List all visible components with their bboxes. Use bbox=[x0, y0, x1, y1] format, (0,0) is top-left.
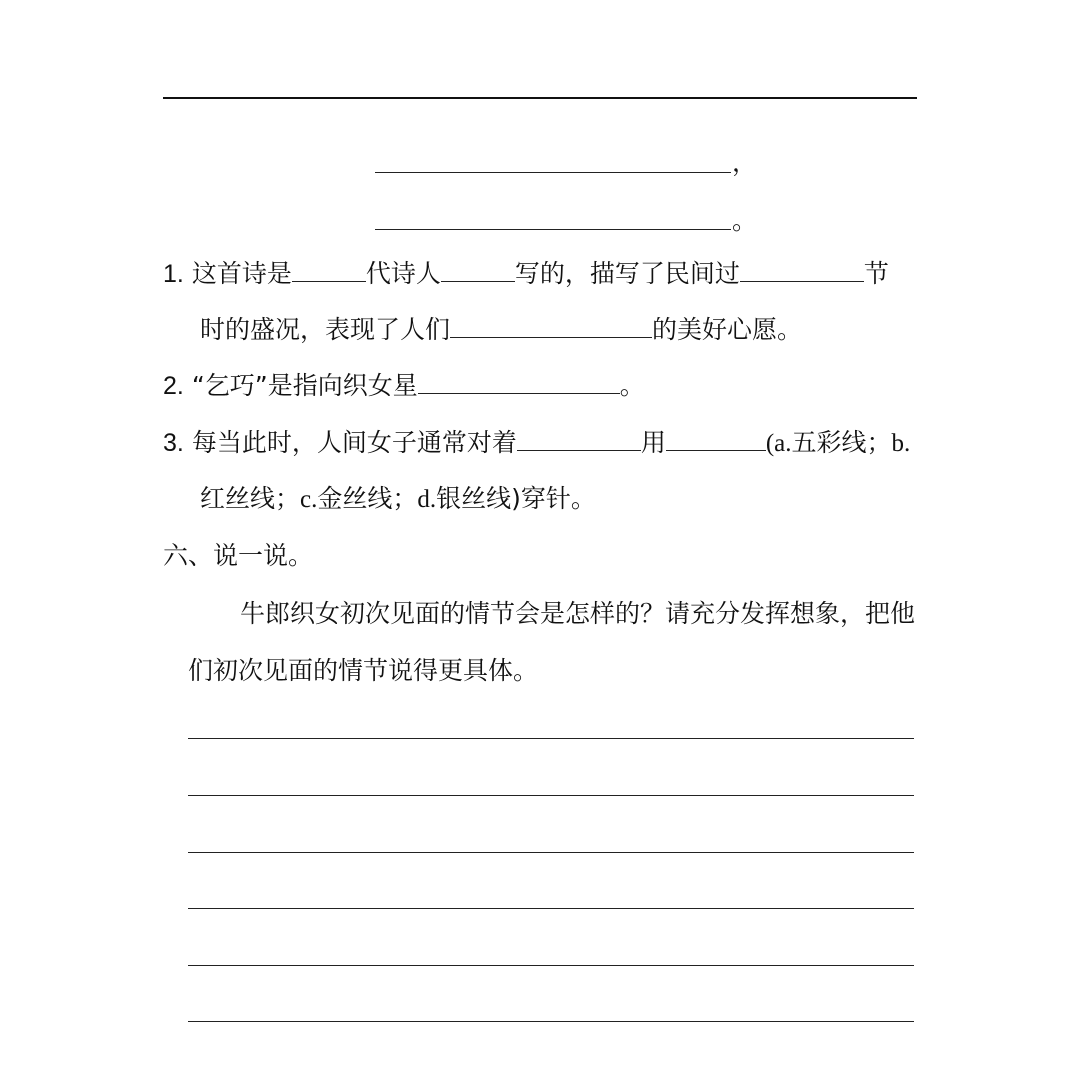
question-1-text-a: 这首诗是 bbox=[191, 259, 292, 288]
answer-line[interactable] bbox=[188, 852, 914, 853]
section-6-heading: 六、说一说。 bbox=[163, 541, 314, 570]
section-6-prompt-line-2: 们初次见面的情节说得更具体。 bbox=[188, 656, 539, 685]
poem-blank-line-2[interactable] bbox=[375, 229, 731, 230]
option-b-label: b. bbox=[891, 430, 911, 457]
option-b-text: 红丝线； bbox=[200, 484, 301, 513]
question-3-cont bbox=[200, 483, 1080, 516]
section-6-prompt-line-1: 牛郎织女初次见面的情节会是怎样的？请充分发挥想象，把他 bbox=[240, 599, 916, 628]
question-2-number: 2. bbox=[163, 372, 184, 400]
answer-line[interactable] bbox=[188, 965, 914, 966]
poet-blank[interactable] bbox=[441, 259, 515, 282]
question-3-text-b: 用 bbox=[640, 428, 666, 457]
answer-line[interactable] bbox=[188, 795, 914, 796]
question-1-text-c: 写的，描写了民间过 bbox=[514, 259, 740, 288]
option-a-label: (a. bbox=[765, 430, 792, 457]
question-2 bbox=[163, 370, 1080, 402]
question-3 bbox=[163, 427, 1080, 460]
question-1-cont bbox=[200, 314, 1080, 346]
object-blank[interactable] bbox=[517, 428, 641, 451]
poem-comma: ， bbox=[732, 148, 758, 177]
question-1-text-e: 时的盛况，表现了人们 bbox=[200, 315, 451, 344]
question-2-text-a: “乞巧”是指向织女星 bbox=[191, 371, 418, 400]
poem-blank-line-1[interactable] bbox=[375, 172, 731, 173]
wish-blank[interactable] bbox=[450, 315, 652, 338]
dynasty-blank[interactable] bbox=[292, 259, 366, 282]
question-3-number: 3. bbox=[163, 429, 184, 457]
thread-blank[interactable] bbox=[666, 428, 766, 451]
top-divider bbox=[163, 97, 917, 99]
festival-blank[interactable] bbox=[740, 259, 864, 282]
question-3-text-a: 每当此时，人间女子通常对着 bbox=[191, 428, 517, 457]
option-d-text: 银丝线 bbox=[436, 484, 512, 513]
option-c-label: c. bbox=[300, 486, 318, 513]
option-d-label: d. bbox=[417, 486, 437, 513]
poem-period: 。 bbox=[732, 206, 758, 235]
question-1-number: 1. bbox=[163, 260, 184, 288]
qiqiao-blank[interactable] bbox=[418, 371, 620, 394]
question-1-text-f: 的美好心愿。 bbox=[652, 315, 803, 344]
question-3-text-end: )穿针。 bbox=[511, 484, 596, 513]
answer-line[interactable] bbox=[188, 738, 914, 739]
answer-line[interactable] bbox=[188, 908, 914, 909]
question-1 bbox=[163, 258, 1080, 290]
question-1-text-d: 节 bbox=[863, 259, 889, 288]
option-c-text: 金丝线； bbox=[317, 484, 418, 513]
question-2-text-b: 。 bbox=[619, 371, 645, 400]
option-a-text: 五彩线； bbox=[791, 428, 892, 457]
question-1-text-b: 代诗人 bbox=[365, 259, 441, 288]
answer-line[interactable] bbox=[188, 1021, 914, 1022]
